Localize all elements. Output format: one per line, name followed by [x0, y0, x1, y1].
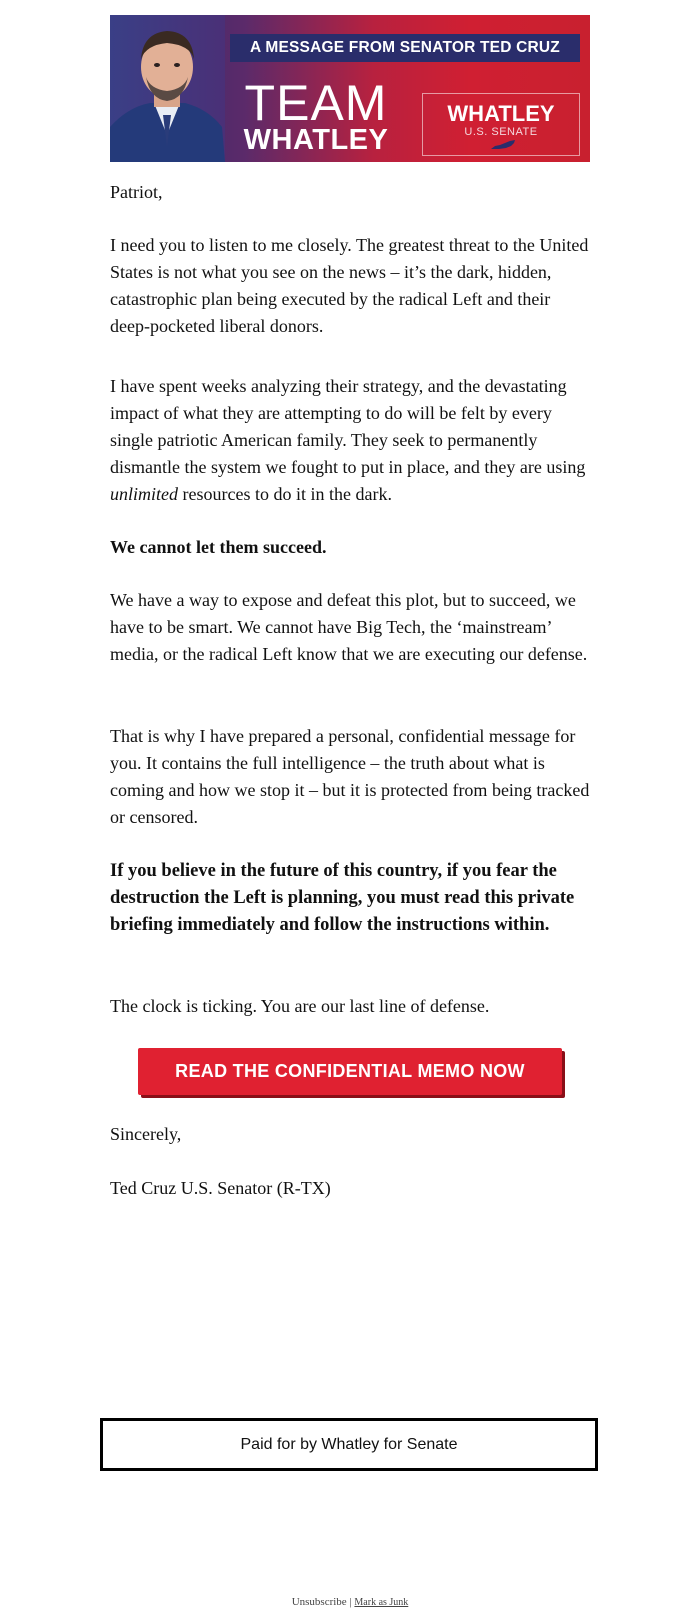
banner-team-text: TEAM [244, 75, 388, 131]
north-carolina-state-icon [491, 140, 515, 150]
whatley-logo [422, 93, 580, 156]
footer-separator: | [349, 1596, 352, 1608]
header-banner [110, 15, 590, 162]
banner-whatley-text: WHATLEY [243, 124, 389, 156]
paragraph-7: The clock is ticking. You are our last line of defense. [110, 996, 490, 1016]
paragraph-6-bold: If you believe in the future of this country, if you fear the destruction the Left is planning, you must read this private briefing immediately and follow the instructions within. [110, 861, 575, 935]
paragraph-5: That is why I have prepared a personal, confidential message for you. It contains the full intelligence – the truth about what is coming and how we stop it – but it is protected from being tracked or censored. [110, 726, 590, 827]
paragraph-4: We have a way to expose and defeat this plot, but to succeed, we have to be smart. We cannot have Big Tech, the ‘mainstream’ media, or the radical Left know that we are executing our defense. [110, 590, 588, 664]
mark-as-junk-link[interactable]: Mark as Junk [354, 1597, 409, 1608]
paragraph-2-text-a: I have spent weeks analyzing their strategy, and the devastating impact of what they are attempting to do will be felt by every single patriotic American family. They seek to permanently dismantle the system we fought to put in place, and they are using [110, 376, 586, 477]
logo-name: WHATLEY [447, 101, 555, 126]
logo-subtitle: U.S. SENATE [464, 126, 538, 138]
paragraph-1: I need you to listen to me closely. The greatest threat to the United States is not what you see on the news – it’s the dark, hidden, catastrophic plan being executed by the radical Left and their deep-pocketed liberal donors. [110, 235, 589, 336]
paid-for-disclaimer: Paid for by Whatley for Senate [100, 1418, 598, 1471]
paragraph-2-text-b: resources to do it in the dark. [178, 484, 392, 504]
paragraph-3-bold: We cannot let them succeed. [110, 537, 327, 557]
senator-portrait-icon [110, 15, 225, 162]
email-footer [0, 1596, 700, 1608]
banner-strip-title: A MESSAGE FROM SENATOR TED CRUZ [230, 34, 580, 62]
read-confidential-memo-button[interactable]: READ THE CONFIDENTIAL MEMO NOW [138, 1048, 562, 1095]
paragraph-2 [110, 373, 590, 508]
greeting: Patriot, [110, 182, 163, 202]
signature: Ted Cruz U.S. Senator (R-TX) [110, 1178, 331, 1198]
unsubscribe-link[interactable]: Unsubscribe [291, 1596, 347, 1608]
paragraph-2-emphasis: unlimited [110, 484, 178, 504]
signoff: Sincerely, [110, 1124, 182, 1144]
